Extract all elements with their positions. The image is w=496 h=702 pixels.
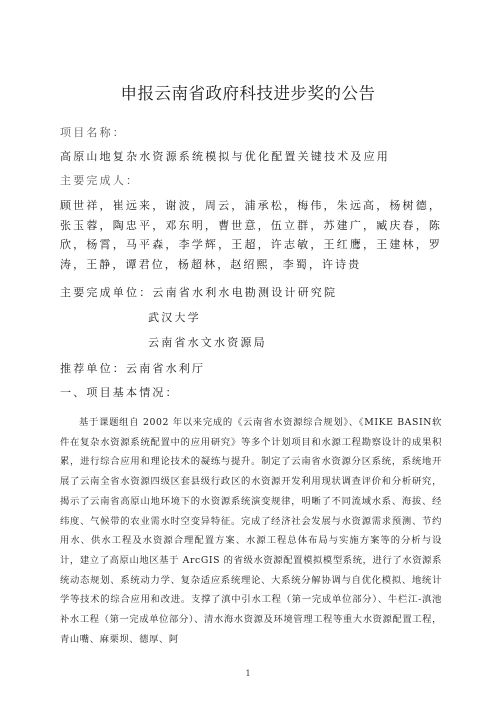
page-number: 1 — [245, 669, 251, 678]
body-paragraph: 基于课题组自 2002 年以来完成的《云南省水资源综合规划》、《MIKE BASIN软件在复杂水资源系统配置中的应用研究》等多个计划项目和水源工程勘察设计的成果积累，进行综合应用和理论技术的凝练与提升。制定了云南省水资源分区系统，系统地开展了云南全省水资源四级区套县级行政区的水资源开发利用现状调查评价和分析研究，揭示了云南省高原山地环境下的水资源系统演变规律，明晰了不同流域水系、海拔、经纬度、气候带的农业需水时空变异特征。完成了经济社会发展与水资源需求预测、节约用水、供水工程及水资源合理配置方案、水源工程总体布局与实施方案等的分析与设计，建立了高原山地区基于 ArcGIS 的省级水资源配置模拟模型系统，进行了水资源系统动态规划、系统动力学、复杂适应系统理论、大系统分解协调与自优化模拟、地统计学等技术的综合应用和改进。支撑了滇中引水工程（第一完成单位部分）、牛栏江-滇池补水工程（第一完成单位部分）、清水海水资源及环境管理工程等重大水资源配置工程，青山嘴、麻栗坝、德厚、阿 — [60, 417, 442, 645]
section-heading: 一、项目基本情况： — [60, 386, 179, 399]
completing-units-line: 主要完成单位：云南省水利水电勘测设计研究院 — [60, 286, 338, 299]
completing-unit-3: 云南省水文水资源局 — [148, 336, 267, 349]
recommending-unit: 推荐单位：云南省水利厅 — [60, 362, 206, 375]
contributors-label: 主要完成人： — [60, 174, 140, 187]
project-name-label: 项目名称： — [60, 126, 126, 139]
completing-unit-2: 武汉大学 — [148, 311, 201, 324]
project-name: 高原山地复杂水资源系统模拟与优化配置关键技术及应用 — [60, 150, 390, 163]
contributors-list: 顾世祥，崔远来，谢波，周云，浦承松，梅伟，朱远高，杨树德，张玉蓉，陶忠平，邓东明，曹世意，伍立群，苏建广，臧庆春，陈欣，杨霄，马平森，李学辉，王超，许志敏，王红鹰，王建林，罗涛，王静，谭君位，杨超林，赵绍熙，李蜀，许诗贵 — [60, 199, 442, 271]
document-title: 申报云南省政府科技进步奖的公告 — [120, 84, 376, 103]
